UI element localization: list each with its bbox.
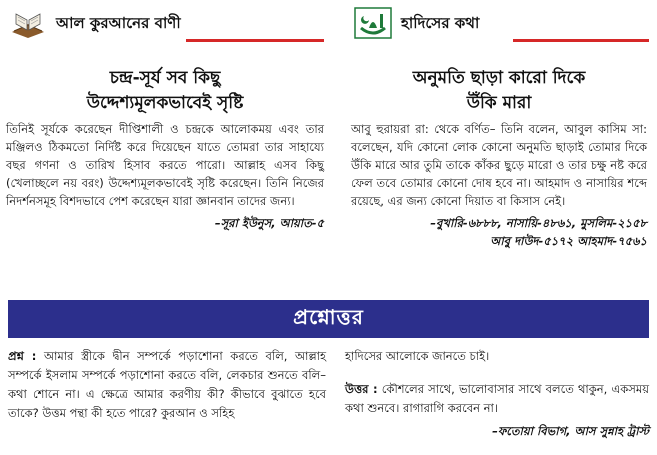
quran-source: –সূরা ইউনুস, আয়াত-৫ [214, 216, 324, 230]
hadith-source-line1: –বুখারি-৬৮৮৮, নাসায়ি-৪৮৬১, মুসলিম-২১৫৮ [430, 216, 647, 230]
quran-section-title: আল কুরআনের বাণী [56, 14, 181, 32]
quran-header-rule [186, 39, 324, 42]
question-continuation: হাদিসের আলোকে জানতে চাই। [345, 349, 490, 363]
quran-book-icon [8, 6, 48, 40]
qa-banner [8, 300, 649, 338]
answer-label: উত্তর : [345, 382, 378, 396]
mosque-logo-icon [353, 6, 393, 40]
hadith-headline-line2: উঁকি মারা [466, 93, 532, 113]
hadith-headline-line1: অনুমতি ছাড়া কারো দিকে [412, 68, 586, 88]
question-label: প্রশ্ন : [8, 349, 37, 363]
quran-section-header [0, 0, 330, 44]
answer-block [345, 347, 649, 441]
hadith-section-title: হাদিসের কথা [401, 14, 480, 32]
qa-signature: –ফতোয়া বিভাগ, আস সুন্নাহ ট্রাস্ট [492, 424, 649, 438]
question-text: আমার স্ত্রীকে দ্বীন সম্পর্কে পড়াশোনা করতে বলি, আল্লাহ সম্পর্কে ইসলাম সম্পর্কে পড়াশোনা করতে বলি, লেকচার শুনতে বলি– কথা শোনে না। এ ক্ষেত্রে আমার করণীয় কী? কীভাবে বুঝাতে হবে তাকে? উত্তম পন্থা কী হতে পারে? কুরআন ও সহিহ [8, 349, 327, 420]
quran-headline [0, 66, 330, 116]
hadith-column [345, 0, 653, 250]
answer-paragraph [345, 380, 649, 418]
hadith-source-line2: আবু দাউদ-৫১৭২ আহমাদ-৭৫৬১ [490, 234, 647, 248]
quran-headline-line1: চন্দ্র-সূর্য সব কিছু [109, 68, 221, 88]
hadith-source [351, 214, 647, 250]
quran-headline-line2: উদ্দেশ্যমূলকভাবেই সৃষ্টি [86, 93, 244, 113]
hadith-body: আবু হুরায়রা রা: থেকে বর্ণিত– তিনি বলেন, আবুল কাসিম সা: বলেছেন, যদি কোনো লোক কোনো অনুমতি ছাড়াই তোমার দিকে উঁকি মারে আর তুমি তাকে কাঁকর ছুড়ে মারো ও তার চক্ষু নষ্ট করে ফেল তবে তোমার কোনো দোষ হবে না। আহমাদ ও নাসায়ির শব্দে রয়েছে, এর জন্য কোনো দিয়াত বা কিসাস নেই। [351, 122, 647, 208]
hadith-header-rule [513, 39, 649, 42]
question-block [8, 347, 326, 423]
hadith-headline [345, 66, 653, 116]
qa-banner-title: প্রশ্নোত্তর [293, 304, 364, 329]
hadith-section-header [345, 0, 653, 44]
quran-column [0, 0, 330, 232]
quran-body: তিনিই সূর্যকে করেছেন দীপ্তিশালী ও চন্দ্রকে আলোকময় এবং তার মঞ্জিলও ঠিকমতো নির্দিষ্ট করে দিয়েছেন যাতে তোমরা তার সাহায্যে বছর গণনা ও তারিখ হিসাব করতে পারো। আল্লাহ এসব কিছু (খেলাচ্ছলে নয় বরং) উদ্দেশ্যমূলকভাবেই সৃষ্টি করেছেন। তিনি নিজের নিদর্শনসমূহ বিশদভাবে পেশ করেছেন যারা জ্ঞানবান তাদের জন্য। [6, 122, 324, 208]
answer-text: কৌশলের সাথে, ভালোবাসার সাথে বলতে থাকুন, একসময় কথা শুনবে। রাগারাগি করবেন না। [345, 382, 650, 415]
